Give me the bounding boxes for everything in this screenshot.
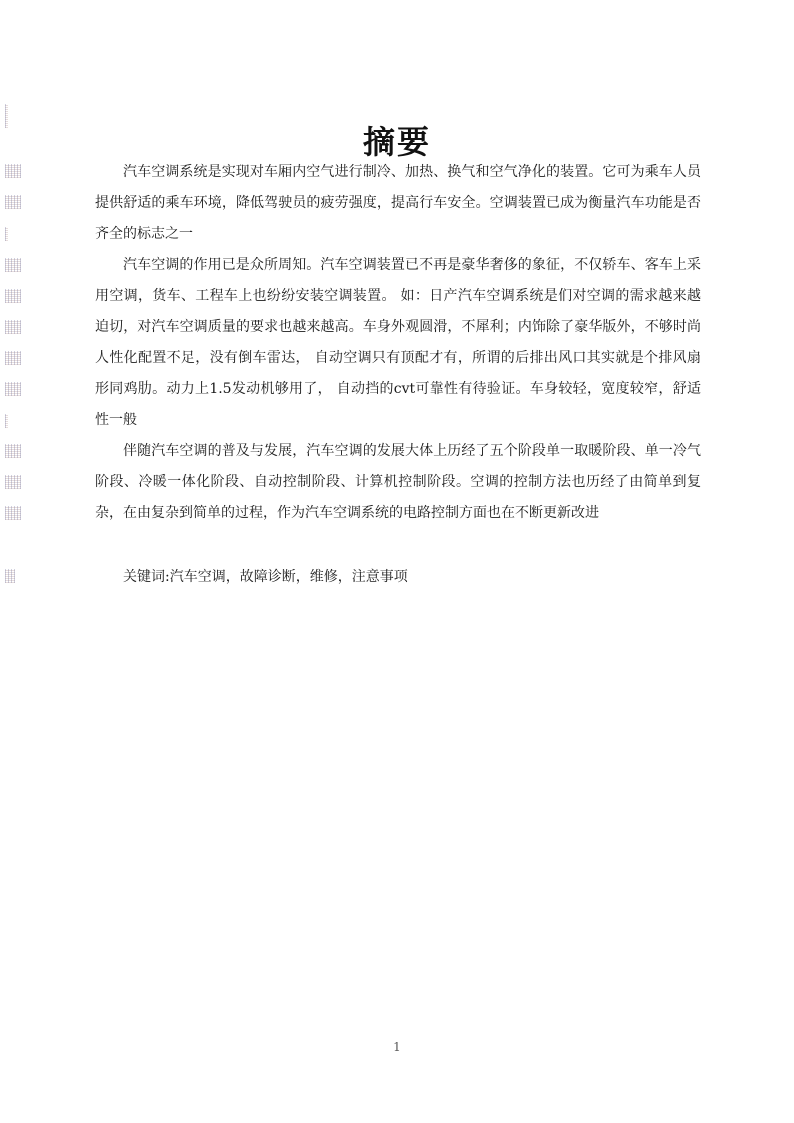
margin-mark bbox=[5, 414, 8, 428]
margin-mark bbox=[5, 351, 21, 365]
abstract-paragraph: 伴随汽车空调的普及与发展，汽车空调的发展大体上历经了五个阶段单一取暖阶段、单一冷气阶段、冷暖一体化阶段、自动控制阶段、计算机控制阶段。空调的控制方法也历经了由简单到复杂，在由复杂到简单的过程，作为汽车空调系统的电路控制方面也在不断更新改进 bbox=[95, 443, 701, 521]
margin-mark bbox=[5, 444, 21, 458]
keywords-line: 关键词:汽车空调，故障诊断，维修，注意事项 bbox=[123, 569, 408, 585]
margin-mark bbox=[5, 195, 21, 209]
margin-mark bbox=[5, 258, 21, 272]
margin-mark bbox=[5, 227, 8, 241]
margin-mark bbox=[5, 506, 21, 520]
abstract-paragraph: 汽车空调系统是实现对车厢内空气进行制冷、加热、换气和空气净化的装置。它可为乘车人员提供舒适的乘车环境，降低驾驶员的疲劳强度，提高行车安全。空调装置已成为衡量汽车功能是否齐全的标志之一 bbox=[95, 164, 701, 242]
margin-mark bbox=[5, 289, 21, 303]
margin-scan-marks bbox=[2, 0, 22, 1123]
abstract-paragraph: 汽车空调的作用已是众所周知。汽车空调装置已不再是豪华奢侈的象征，不仅轿车、客车上采用空调，货车、工程车上也纷纷安装空调装置。 如：日产汽车空调系统是们对空调的需求越来越迫切，对汽车空调质量的要求也越来越高。车身外观圆滑，不犀利；内饰除了豪华版外，不够时尚人性化配置不足，没有倒车雷达， 自动空调只有顶配才有，所谓的后排出风口其实就是个排风扇形同鸡肋。动力上1.5发动机够用了， 自动挡的cvt可靠性有待验证。车身较轻，宽度较窄，舒适性一般 bbox=[95, 257, 701, 428]
margin-mark bbox=[5, 164, 21, 178]
margin-mark bbox=[5, 475, 21, 489]
page-title: 摘要 bbox=[362, 123, 431, 162]
margin-mark bbox=[5, 382, 21, 396]
abstract-body bbox=[95, 157, 701, 529]
margin-mark bbox=[5, 320, 21, 334]
page-number: 1 bbox=[393, 1040, 401, 1054]
margin-mark bbox=[5, 569, 15, 583]
